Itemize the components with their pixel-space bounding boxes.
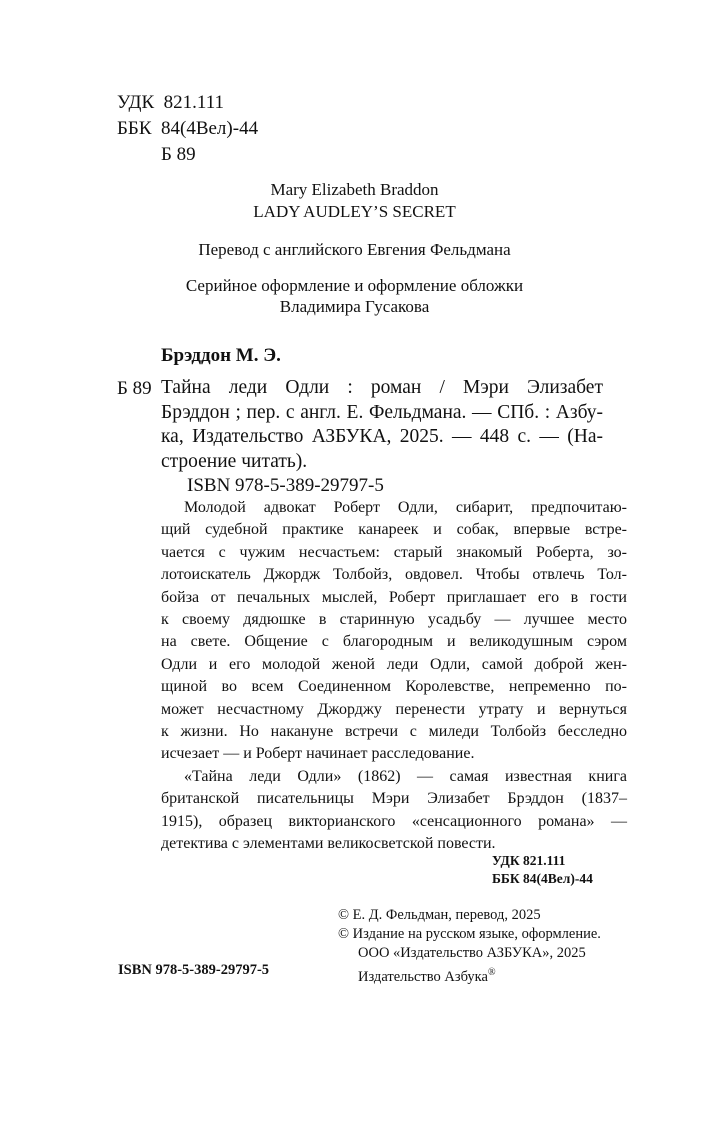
catalog-line: Брэддон ; пер. с англ. Е. Фельдмана. — СПб. : Азбу- xyxy=(161,401,603,423)
annotation-line: может несчастному Джорджу перенести утрату и вернуться xyxy=(161,700,627,718)
catalog-line: Тайна леди Одли : роман / Мэри Элизабет xyxy=(161,377,603,398)
bbk-value: 84(4Вел)-44 xyxy=(161,118,259,139)
author-mark: Б 89 xyxy=(161,144,196,165)
annotation-line: щий судебной практике канареек и собак, впервые встре- xyxy=(161,521,627,539)
annotation-line: британской писательницы Мэри Элизабет Брэддон (1837– xyxy=(161,790,627,808)
copyright-publisher: ООО «Издательство АЗБУКА», 2025 xyxy=(358,945,586,961)
udk-value: 821.111 xyxy=(163,92,225,113)
copyright-translation: © Е. Д. Фельдман, перевод, 2025 xyxy=(338,907,541,923)
annotation-line: чается с чужим несчастьем: старый знакомый Роберта, зо- xyxy=(161,543,627,561)
annotation-line: к жизни. Но накануне встречи с миледи Толбойз бесследно xyxy=(161,723,627,741)
annotation-line: 1915), образец викторианского «сенсационного романа» — xyxy=(161,812,627,830)
annotation-line: лотоискатель Джордж Толбойз, овдовел. Чтобы отвлечь Тол- xyxy=(161,566,627,584)
udk-label: УДК xyxy=(117,92,155,113)
annotation-line: детектива с элементами великосветской повести. xyxy=(161,835,496,853)
catalog-line: строение читать). xyxy=(161,450,308,472)
catalog-isbn: ISBN 978-5-389-29797-5 xyxy=(187,475,384,496)
annotation-line: «Тайна леди Одли» (1862) — самая известная книга xyxy=(184,767,627,785)
udk-code xyxy=(117,90,224,115)
annotation-line: Одли и его молодой женой леди Одли, самой доброй жен- xyxy=(161,655,627,673)
annotation-line: бойза от печальных мыслей, Роберт приглашает его в гости xyxy=(161,588,627,606)
design-credit-line2: Владимира Гусакова xyxy=(279,297,430,316)
annotation xyxy=(161,497,627,856)
catalog-author: Брэддон М. Э. xyxy=(161,345,281,366)
copyright-imprint-name: Издательство Азбука xyxy=(358,968,488,985)
catalog-description xyxy=(161,376,603,474)
original-title: LADY AUDLEY’S SECRET xyxy=(253,202,456,221)
annotation-line: на свете. Общение с благородным и великодушным сэром xyxy=(161,633,627,651)
translation-credit: Перевод с английского Евгения Фельдмана xyxy=(198,240,511,259)
design-credit-line1: Серийное оформление и оформление обложки xyxy=(185,276,524,295)
annotation-line: Молодой адвокат Роберт Одли, сибарит, предпочитаю- xyxy=(184,499,627,516)
catalog-code: Б 89 xyxy=(117,378,152,399)
original-author: Mary Elizabeth Braddon xyxy=(270,180,439,199)
bbk-label: ББК xyxy=(117,118,152,139)
annotation-line: исчезает — и Роберт начинает расследование. xyxy=(161,745,475,763)
bbk-code xyxy=(117,116,258,141)
copyright-block xyxy=(338,906,601,987)
bbk-code-small: ББК 84(4Вел)-44 xyxy=(492,871,593,886)
registered-mark: ® xyxy=(487,967,496,978)
copyright-edition: © Издание на русском языке, оформление. xyxy=(338,926,601,942)
udk-code-small: УДК 821.111 xyxy=(492,853,566,868)
annotation-line: щиной во всем Соединенном Королевстве, непременно по- xyxy=(161,678,627,696)
annotation-line: к своему дядюшке в старинную усадьбу — лучшее место xyxy=(161,611,627,629)
isbn-bottom: ISBN 978-5-389-29797-5 xyxy=(118,962,270,978)
catalog-line: ка, Издательство АЗБУКА, 2025. — 448 с. — (На- xyxy=(161,426,603,447)
copyright-imprint xyxy=(338,963,601,987)
